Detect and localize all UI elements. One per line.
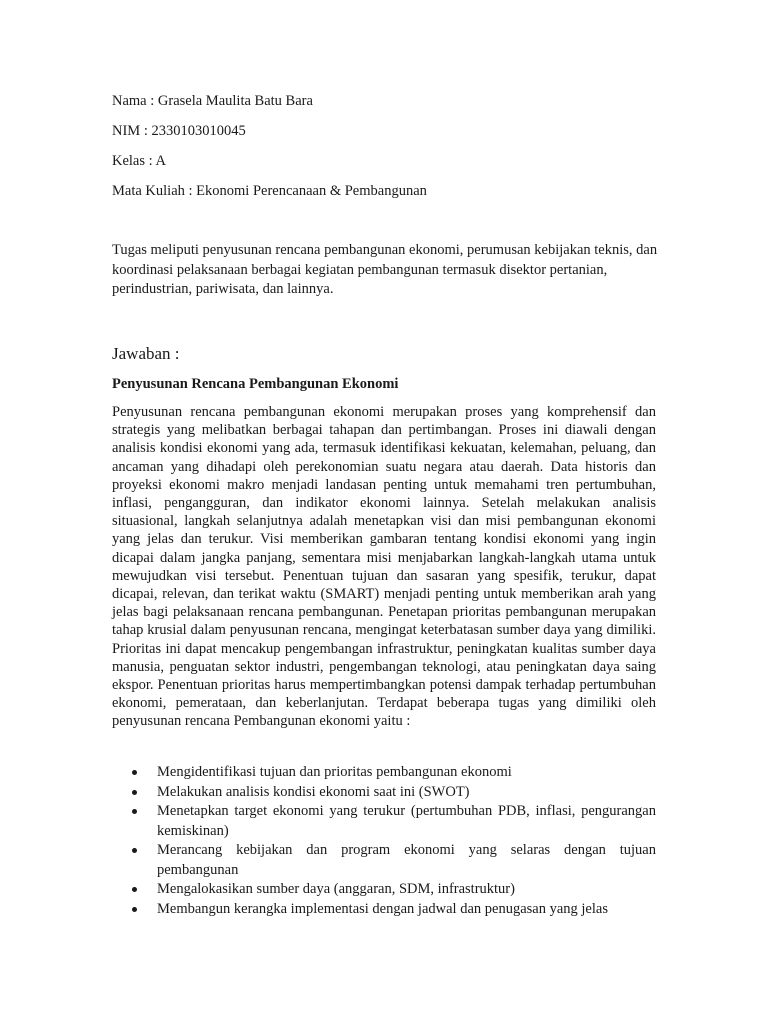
bullet-icon <box>132 790 137 795</box>
list-item <box>132 880 656 900</box>
bullet-icon <box>132 770 137 775</box>
bullet-icon <box>132 887 137 892</box>
bullet-icon <box>132 848 137 853</box>
list-item <box>132 841 656 880</box>
student-class: Kelas : A <box>112 153 166 169</box>
list-item-text: Mengidentifikasi tujuan dan prioritas pembangunan ekonomi <box>157 764 512 780</box>
list-item <box>132 802 656 841</box>
list-item <box>132 900 656 920</box>
student-info <box>112 91 672 211</box>
bullet-icon <box>132 809 137 814</box>
list-item-text: Merancang kebijakan dan program ekonomi yang selaras dengan tujuan pembangunan <box>157 842 656 878</box>
list-item-text: Mengalokasikan sumber daya (anggaran, SDM, infrastruktur) <box>157 881 515 897</box>
section-title: Penyusunan Rencana Pembangunan Ekonomi <box>112 376 399 392</box>
course-name: Mata Kuliah : Ekonomi Perencanaan & Pembangunan <box>112 183 427 199</box>
student-nim: NIM : 2330103010045 <box>112 123 246 139</box>
student-name: Nama : Grasela Maulita Batu Bara <box>112 93 313 109</box>
answer-paragraph: Penyusunan rencana pembangunan ekonomi merupakan proses yang komprehensif dan strategis yang melibatkan berbagai tahapan dan pertimbangan. Proses ini diawali dengan analisis kondisi ekonomi yang ada, termasuk identifikasi kekuatan, kelemahan, peluang, dan ancaman yang dihadapi oleh perekonomian suatu negara atau daerah. Data historis dan proyeksi ekonomi makro menjadi landasan penting untuk memahami tren pertumbuhan, inflasi, pengangguran, dan indikator ekonomi lainnya. Setelah melakukan analisis situasional, langkah selanjutnya adalah menetapkan visi dan misi pembangunan ekonomi yang jelas dan terukur. Visi memberikan gambaran tentang kondisi ekonomi yang ingin dicapai dalam jangka panjang, sementara misi menjabarkan langkah-langkah utama untuk mewujudkan visi tersebut. Penentuan tujuan dan sasaran yang spesifik, terukur, dapat dicapai, relevan, dan terikat waktu (SMART) menjadi penting untuk memberikan arah yang jelas bagi pelaksanaan rencana pembangunan. Penetapan prioritas pembangunan merupakan tahap krusial dalam penyusunan rencana, mengingat keterbatasan sumber daya yang dimiliki. Prioritas ini dapat mencakup pengembangan infrastruktur, peningkatan kualitas sumber daya manusia, penguatan sektor industri, pengembangan teknologi, atau peningkatan daya saing ekspor. Penentuan prioritas harus mempertimbangkan potensi dampak terhadap pertumbuhan ekonomi, pemerataan, dan keberlanjutan. Terdapat beberapa tugas yang dimiliki oleh penyusunan rencana Pembangunan ekonomi yaitu : <box>112 404 656 730</box>
list-item-text: Membangun kerangka implementasi dengan jadwal dan penugasan yang jelas <box>157 900 608 917</box>
assignment-description: Tugas meliputi penyusunan rencana pembangunan ekonomi, perumusan kebijakan teknis, dan koordinasi pelaksanaan berbagai kegiatan pembangunan termasuk disektor pertanian, perindustrian, pariwisata, dan lainnya. <box>112 242 658 297</box>
list-item-text: Melakukan analisis kondisi ekonomi saat ini (SWOT) <box>157 783 470 800</box>
list-item <box>132 763 656 783</box>
list-item <box>132 783 656 803</box>
list-item-text: Menetapkan target ekonomi yang terukur (pertumbuhan PDB, inflasi, pengurangan kemiskinan) <box>157 803 656 839</box>
bullet-icon <box>132 907 137 912</box>
task-list <box>132 763 656 919</box>
answer-label: Jawaban : <box>112 344 180 363</box>
